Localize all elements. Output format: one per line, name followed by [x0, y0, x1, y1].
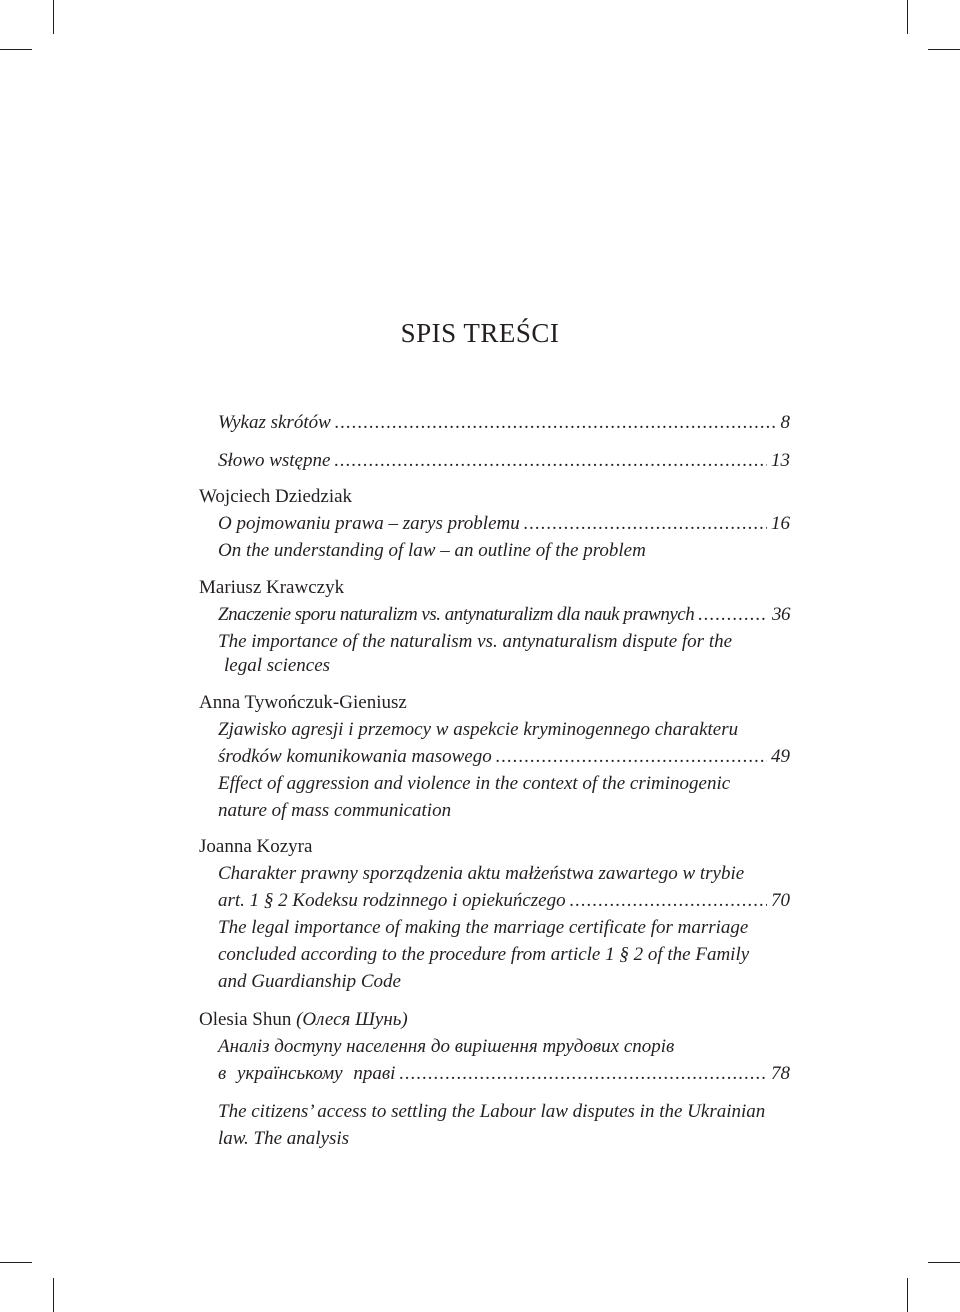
author-name: Mariusz Krawczyk: [199, 577, 345, 598]
english-title: The importance of the naturalism vs. antynaturalism dispute for the: [218, 631, 733, 652]
toc-entry-dziedziak[interactable]: [218, 512, 790, 536]
toc-entry-title: Wykaz skrótów: [218, 412, 331, 433]
page-number: 8: [780, 412, 790, 433]
crop-mark: [907, 1278, 908, 1312]
leader-dots: [399, 1062, 767, 1086]
polish-title: Charakter prawny sporządzenia aktu małżeństwa zawartego w trybie: [218, 863, 745, 884]
crop-mark: [928, 49, 960, 50]
crop-mark: [0, 49, 32, 50]
crop-mark: [0, 1262, 32, 1263]
crop-mark: [53, 0, 54, 34]
leader-dots: [335, 411, 777, 435]
toc-entry-kozyra[interactable]: [218, 889, 790, 913]
page-number: 49: [771, 746, 790, 767]
english-title: Effect of aggression and violence in the context of the criminogenic: [218, 773, 731, 794]
author-name: Joanna Kozyra: [199, 836, 313, 857]
toc-entry-title: środków komunikowania masowego: [218, 746, 492, 767]
crop-mark: [907, 0, 908, 34]
leader-dots: [334, 449, 767, 473]
author-name: [199, 1008, 408, 1032]
toc-entry-foreword[interactable]: [218, 449, 790, 473]
page-number: 16: [771, 513, 790, 534]
english-title: legal sciences: [224, 655, 331, 676]
english-title: On the understanding of law – an outline of the problem: [218, 540, 646, 561]
toc-entry-title: в українському праві: [218, 1063, 396, 1084]
crop-mark: [53, 1278, 54, 1312]
page-number: 13: [771, 450, 790, 471]
toc-entry-title: art. 1 § 2 Kodeksu rodzinnego i opiekuńczego: [218, 890, 566, 911]
leader-dots: [496, 745, 767, 769]
toc-entry-shun[interactable]: [218, 1062, 790, 1086]
english-title: The legal importance of making the marriage certificate for marriage: [218, 917, 749, 938]
toc-entry-abbreviations[interactable]: [218, 411, 790, 435]
author-name: Anna Tywończuk-Gieniusz: [199, 692, 407, 713]
english-title: The citizens’ access to settling the Labour law disputes in the Ukrainian: [218, 1101, 766, 1122]
toc-entry-title: O pojmowaniu prawa – zarys problemu: [218, 513, 520, 534]
page-number: 36: [772, 604, 790, 625]
toc-entry-title: Znaczenie sporu naturalizm vs. antynaturalizm dla nauk prawnych: [218, 604, 695, 625]
page-title: SPIS TREŚCI: [400, 318, 560, 348]
page-number: 78: [771, 1063, 790, 1084]
english-title: nature of mass communication: [218, 800, 452, 821]
crop-mark: [928, 1262, 960, 1263]
leader-dots: [570, 889, 767, 913]
ukrainian-title: Аналіз доступу населення до вирішення трудових спорів: [218, 1036, 675, 1057]
english-title: law. The analysis: [218, 1128, 350, 1149]
toc-entry-tywonczuk[interactable]: [218, 745, 790, 769]
author-name: Wojciech Dziedziak: [199, 486, 353, 507]
author-name-latin: Olesia Shun: [199, 1009, 292, 1030]
page-number: 70: [771, 890, 790, 911]
polish-title: Zjawisko agresji i przemocy w aspekcie kryminogennego charakteru: [218, 719, 739, 740]
toc-entry-krawczyk[interactable]: [218, 603, 790, 627]
english-title: and Guardianship Code: [218, 971, 401, 992]
toc-entry-title: Słowo wstępne: [218, 450, 331, 471]
english-title: concluded according to the procedure from article 1 § 2 of the Family: [218, 944, 750, 965]
author-name-cyrillic: (Олеся Шунь): [296, 1009, 408, 1030]
leader-dots: [524, 512, 767, 536]
leader-dots: [698, 603, 768, 627]
